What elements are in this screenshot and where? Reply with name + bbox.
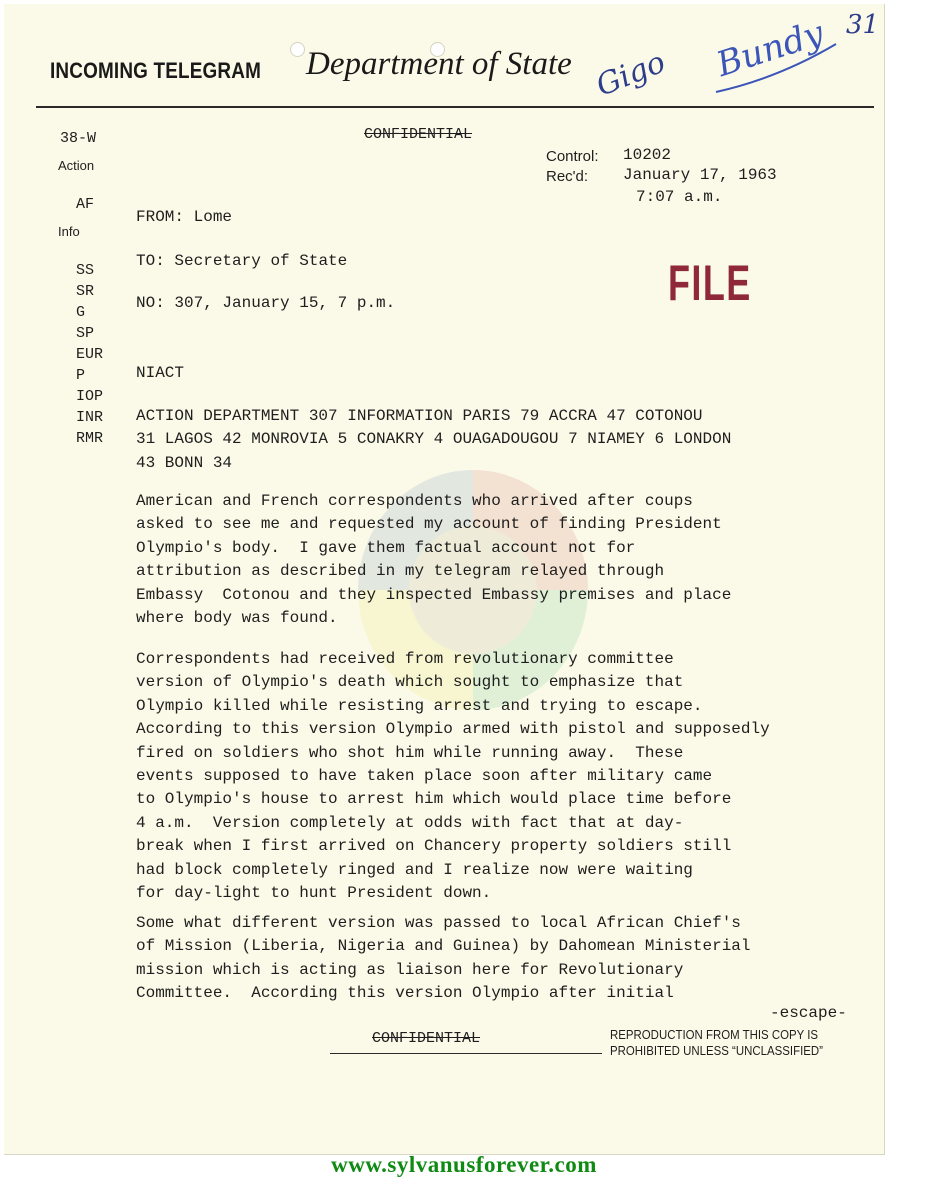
no-label: NO: [136,294,165,312]
text-line: where body was found. [136,609,338,628]
distribution-line: 43 BONN 34 [136,453,233,472]
action-office: AF [76,196,95,213]
page-number: 31 [846,10,880,40]
text-line: events supposed to have taken place soon after military came [136,767,713,786]
text-line: of Mission (Liberia, Nigeria and Guinea) by Dahomean Ministerial [136,937,751,956]
info-office: IOP [76,388,104,405]
text-line: Committee. According this version Olympio after initial [136,984,674,1003]
recd-time: 7:07 a.m. [636,188,723,206]
reproduction-notice-line1: REPRODUCTION FROM THIS COPY IS [610,1027,819,1042]
to-value: Secretary of State [174,252,348,270]
incoming-telegram-label: INCOMING TELEGRAM [50,58,262,83]
classification-bottom: CONFIDENTIAL [372,1030,481,1047]
action-label: Action [58,158,95,173]
from-value: Lome [193,208,233,226]
recd-label: Rec'd: [546,168,589,185]
info-office: SS [76,262,95,279]
no-value: 307, January 15, 7 p.m. [174,294,396,312]
classification-top: CONFIDENTIAL [364,126,473,143]
text-line: break when I first arrived on Chancery property soldiers still [136,837,732,856]
text-line: fired on soldiers who shot him while running away. These [136,743,684,762]
info-office: SP [76,325,95,342]
from-field [136,208,232,226]
control-label: Control: [546,148,599,165]
distribution-line: ACTION DEPARTMENT 307 INFORMATION PARIS 79 ACCRA 47 COTONOU [136,407,703,425]
info-office: G [76,304,86,321]
file-stamp: FILE [668,255,752,311]
text-line: asked to see me and requested my account of finding President [136,515,722,534]
text-line: Olympio's body. I gave them factual account not for [136,538,636,557]
info-office: EUR [76,346,104,363]
text-line: Olympio killed while resisting arrest and trying to escape. [136,696,703,715]
from-label: FROM: [136,208,185,226]
info-office: RMR [76,430,104,447]
paragraph-1 [136,490,876,630]
text-line: version of Olympio's death which sought to emphasize that [136,673,684,692]
signature-underline-icon [712,32,842,102]
text-line: According to this version Olympio armed with pistol and supposedly [136,720,770,739]
paragraph-3 [136,912,876,1006]
handwritten-initials: Gigo [591,44,671,104]
header-rule [36,106,874,108]
website-link[interactable]: www.sylvanusforever.com [331,1152,597,1177]
department-title: Department of State [306,46,572,82]
info-office: SR [76,283,95,300]
text-line: 4 a.m. Version completely at odds with fact that at day- [136,813,684,832]
text-line: Some what different version was passed to local African Chief's [136,914,741,932]
text-line: mission which is acting as liaison here for Revolutionary [136,960,684,979]
text-line: had block completely ringed and I realize now were waiting [136,860,693,879]
precedence: NIACT [136,364,185,382]
reproduction-notice-line2: PROHIBITED UNLESS “UNCLASSIFIED” [610,1043,823,1058]
paragraph-2 [136,648,876,905]
info-label: Info [58,224,80,239]
recd-date: January 17, 1963 [623,166,777,184]
handwritten-signature: Bundy [711,13,829,86]
punch-hole [290,42,305,57]
to-field [136,252,347,270]
bottom-rule [330,1053,602,1054]
text-line: for day-light to hunt President down. [136,884,492,903]
no-field [136,294,395,312]
continuation-marker: -escape- [770,1004,847,1022]
routing-number: 38-W [60,130,97,147]
info-office: INR [76,409,104,426]
text-line: attribution as described in my telegram relayed through [136,562,665,581]
control-value: 10202 [623,146,672,164]
distribution-line: 31 LAGOS 42 MONROVIA 5 CONAKRY 4 OUAGADOUGOU 7 NIAMEY 6 LONDON [136,430,732,449]
to-label: TO: [136,252,165,270]
text-line: to Olympio's house to arrest him which would place time before [136,790,732,809]
text-line: American and French correspondents who arrived after coups [136,492,693,510]
distribution-block [136,405,876,475]
text-line: Embassy Cotonou and they inspected Embassy premises and place [136,585,732,604]
text-line: Correspondents had received from revolutionary committee [136,650,674,668]
info-office: P [76,367,86,384]
